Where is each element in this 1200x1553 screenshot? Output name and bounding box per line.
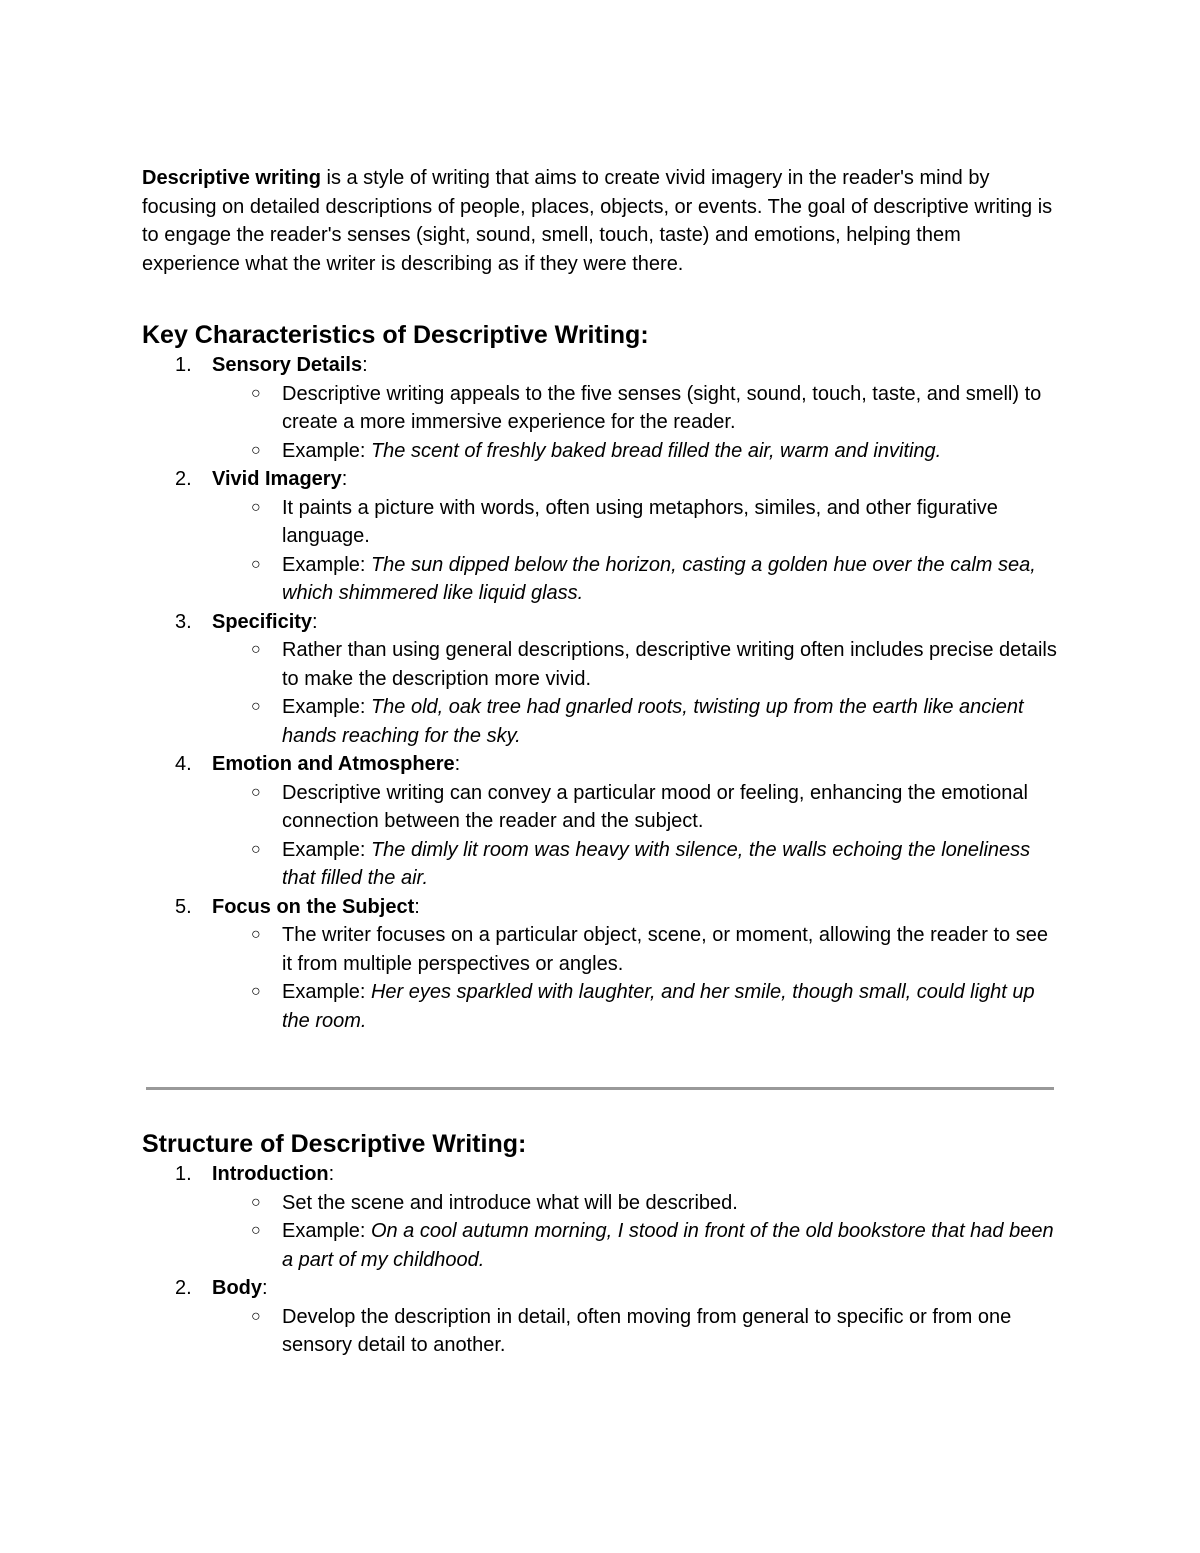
item-colon: : [414, 895, 420, 918]
sub-item [212, 779, 1062, 836]
circle-bullet-icon: ○ [251, 926, 261, 943]
item-colon: : [312, 610, 318, 633]
list-item [142, 465, 1062, 608]
item-title: Vivid Imagery [212, 468, 342, 490]
sub-item [212, 1217, 1062, 1274]
sub-item [212, 494, 1062, 551]
item-colon: : [454, 753, 461, 775]
item-title: Specificity [212, 610, 313, 633]
structure-section [142, 1128, 1062, 1360]
item-description: Descriptive writing can convey a particular mood or feeling, enhancing the emotional connection between the reader and the subject. [282, 781, 1028, 832]
sub-list [212, 921, 1062, 1035]
circle-bullet-icon: ○ [251, 384, 261, 402]
sub-list [212, 779, 1062, 893]
list-item [142, 750, 1062, 893]
example-label: Example: [282, 981, 371, 1003]
list-item [142, 1274, 1062, 1360]
list-item [142, 1160, 1062, 1274]
example-text: Her eyes sparkled with laughter, and her smile, though small, could light up the room. [282, 981, 1035, 1032]
item-title: Sensory Details [212, 354, 363, 376]
item-title: Body [212, 1277, 262, 1299]
item-number: 3. [175, 610, 192, 633]
list-item [142, 608, 1062, 751]
key-characteristics-heading: Key Characteristics of Descriptive Writing: [142, 321, 649, 349]
item-number: 4. [175, 753, 192, 775]
intro-paragraph [142, 164, 1062, 278]
example-text: On a cool autumn morning, I stood in front of the old bookstore that had been a part of my childhood. [282, 1220, 1054, 1271]
sub-item [212, 380, 1062, 437]
example-label: Example: [282, 1220, 371, 1242]
circle-bullet-icon: ○ [251, 555, 261, 573]
list-item [142, 893, 1062, 1036]
item-number: 5. [175, 895, 192, 918]
circle-bullet-icon: ○ [251, 641, 261, 658]
item-title: Introduction [212, 1163, 329, 1185]
intro-text: is a style of writing that aims to create vivid imagery in the reader's mind by focusing on detailed descriptions of people, places, objects, or events. The goal of descriptive writing is to engage the reader's senses (sight, sound, smell, touch, taste) and emotions, helping them experience what the writer is describing as if they were there. [142, 167, 1053, 275]
sub-list [212, 380, 1062, 466]
example-text: The dimly lit room was heavy with silence, the walls echoing the loneliness that filled the air. [282, 838, 1031, 889]
item-description: Set the scene and introduce what will be described. [282, 1191, 738, 1214]
document-page [142, 164, 1062, 1356]
sub-item [212, 693, 1062, 750]
item-colon: : [341, 468, 348, 490]
sub-list [212, 1303, 1062, 1360]
sub-list [212, 636, 1062, 750]
circle-bullet-icon: ○ [251, 983, 261, 1000]
item-description: Develop the description in detail, often moving from general to specific or from one sensory detail to another. [282, 1305, 1012, 1356]
sub-list [212, 1189, 1062, 1275]
intro-lead: Descriptive writing [142, 167, 321, 189]
key-characteristics-list [142, 351, 1062, 1035]
sub-item [212, 1189, 1062, 1218]
example-text: The old, oak tree had gnarled roots, twisting up from the earth like ancient hands reaching for the sky. [282, 696, 1024, 747]
item-colon: : [262, 1277, 268, 1299]
item-number: 1. [175, 1163, 192, 1185]
item-description: The writer focuses on a particular object, scene, or moment, allowing the reader to see it from multiple perspectives or angles. [282, 924, 1048, 975]
example-label: Example: [282, 439, 371, 462]
example-label: Example: [282, 553, 371, 576]
structure-list [142, 1160, 1062, 1360]
item-title: Focus on the Subject [212, 895, 415, 918]
circle-bullet-icon: ○ [251, 498, 261, 516]
item-number: 1. [175, 354, 192, 376]
item-number: 2. [175, 1277, 192, 1299]
item-description: It paints a picture with words, often using metaphors, similes, and other figurative language. [282, 496, 998, 547]
sub-list [212, 494, 1062, 608]
circle-bullet-icon: ○ [251, 698, 261, 715]
circle-bullet-icon: ○ [251, 441, 261, 459]
sub-item [212, 978, 1062, 1035]
sub-item [212, 437, 1062, 466]
example-text: The sun dipped below the horizon, casting a golden hue over the calm sea, which shimmered like liquid glass. [282, 553, 1036, 604]
circle-bullet-icon: ○ [251, 1222, 261, 1239]
sub-item [212, 551, 1062, 608]
sub-item [212, 836, 1062, 893]
structure-heading: Structure of Descriptive Writing: [142, 1130, 527, 1158]
example-label: Example: [282, 838, 371, 861]
item-colon: : [362, 354, 368, 376]
sub-item [212, 921, 1062, 978]
item-title: Emotion and Atmosphere [212, 753, 455, 775]
item-colon: : [328, 1163, 335, 1185]
item-description: Descriptive writing appeals to the five senses (sight, sound, touch, taste, and smell) to create a more immersive experience for the reader. [282, 382, 1042, 433]
circle-bullet-icon: ○ [251, 840, 261, 858]
sub-item [212, 1303, 1062, 1360]
section-divider [146, 1087, 1054, 1090]
sub-item [212, 636, 1062, 693]
item-description: Rather than using general descriptions, descriptive writing often includes precise details to make the description more vivid. [282, 639, 1057, 690]
example-text: The scent of freshly baked bread filled the air, warm and inviting. [370, 439, 942, 462]
circle-bullet-icon: ○ [251, 783, 261, 801]
list-item [142, 351, 1062, 465]
item-number: 2. [175, 468, 192, 490]
example-label: Example: [282, 696, 371, 718]
circle-bullet-icon: ○ [251, 1307, 261, 1325]
circle-bullet-icon: ○ [251, 1193, 261, 1211]
